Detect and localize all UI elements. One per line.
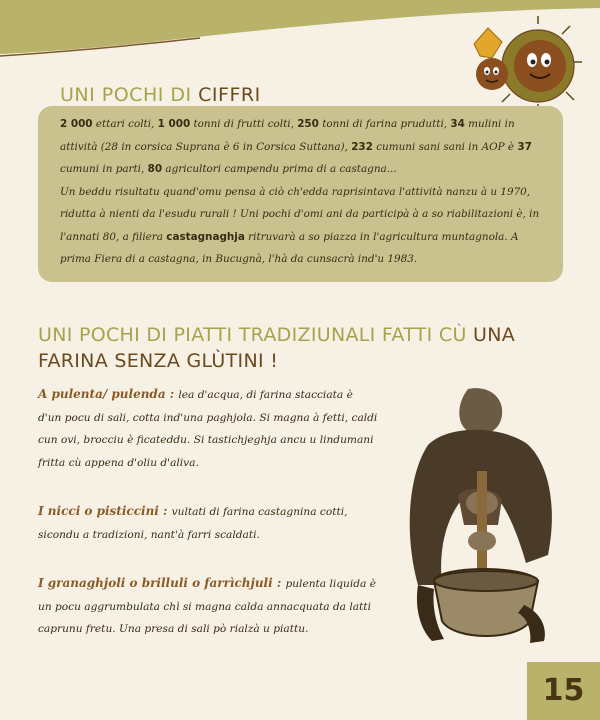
- recipe-nicci: [38, 500, 378, 546]
- title-part-1: UNI POCHI DI PIATTI TRADIZIUNALI FATTI CÙ: [38, 324, 474, 346]
- section-title-ciffri: [60, 84, 261, 106]
- recipe-term: A pulenta/ pulenda :: [38, 387, 179, 401]
- text-run: ritruvarà a so piazza in l'agricultura muntagnola. A prima Fiera di a castagna, in Bucugnà, l'hà da cunsacrà ind'u 1983.: [60, 230, 519, 265]
- page-number: 15: [542, 673, 585, 708]
- text-run: cumuni in parti,: [60, 163, 148, 175]
- figure-hectares: 2 000: [60, 118, 93, 130]
- figure-tons-flour: 250: [297, 118, 319, 130]
- chestnut-mascot-icon: [462, 14, 582, 110]
- recipe-text: vultati di farina castagnina cotti, sicondu a tradizioni, nant'à farri scaldati.: [38, 506, 348, 541]
- text-run: tonni di frutti colti,: [190, 118, 298, 130]
- man-stirring-pot-illustration: [398, 385, 576, 647]
- recipe-text: lea d'acqua, di farina stacciata è d'un pocu di sali, cotta ind'una paghjola. Si magna à fetti, caldi cun ovi, brocciu è ficateddu. Si tastichjeghja ancu u lindumani fritta cù appena d'oliu d'aliva.: [38, 389, 378, 469]
- recipe-granaghjoli: [38, 572, 378, 641]
- text-run: Un beddu risultatu quand'omu pensa à ciò ch'edda raprisintava l'attività nanzu à u 1970, ridutta à nienti da l'esudu rurali ! Uni pochi d'omi ani da participà à a so riabilitazioni è, in l'annati 80, a filiera: [60, 185, 540, 243]
- figure-farmers: 80: [147, 163, 163, 175]
- recipe-text: pulenta liquida è un pocu aggrumbulata chì si magna calda annacquata da latti caprunu fretu. Una presa di sali pò rialzà u piattu.: [38, 578, 376, 635]
- text-run: mulini in attività (28 in corsica Suprana è 6 in Corsica Suttana),: [60, 118, 515, 153]
- text-run: ettari colti,: [92, 118, 158, 130]
- section-title-piatti: [38, 322, 578, 374]
- text-run: cumuni sani sani in AOP è: [372, 140, 518, 153]
- figure-communes-full: 232: [351, 140, 373, 153]
- title-part-1: UNI POCHI DI: [60, 84, 199, 106]
- recipe-term: I nicci o pisticcini :: [38, 504, 172, 518]
- figure-tons-fruit: 1 000: [157, 118, 191, 130]
- text-run: tonni di farina prudutti,: [318, 118, 451, 130]
- title-part-2: CIFFRI: [198, 84, 261, 106]
- figure-mills: 34: [450, 118, 465, 130]
- ciffri-text: [60, 113, 550, 271]
- title-part-2: UNA FARINA SENZA GLÙTINI !: [38, 324, 516, 372]
- figure-communes-part: 37: [517, 140, 532, 153]
- text-run: agricultori campendu prima di a castagna...: [162, 163, 397, 175]
- recipe-pulenta: [38, 383, 378, 474]
- recipe-term: I granaghjoli o brilluli o farrìchjuli :: [38, 576, 286, 590]
- filiera-term: castagnaghja: [166, 230, 245, 243]
